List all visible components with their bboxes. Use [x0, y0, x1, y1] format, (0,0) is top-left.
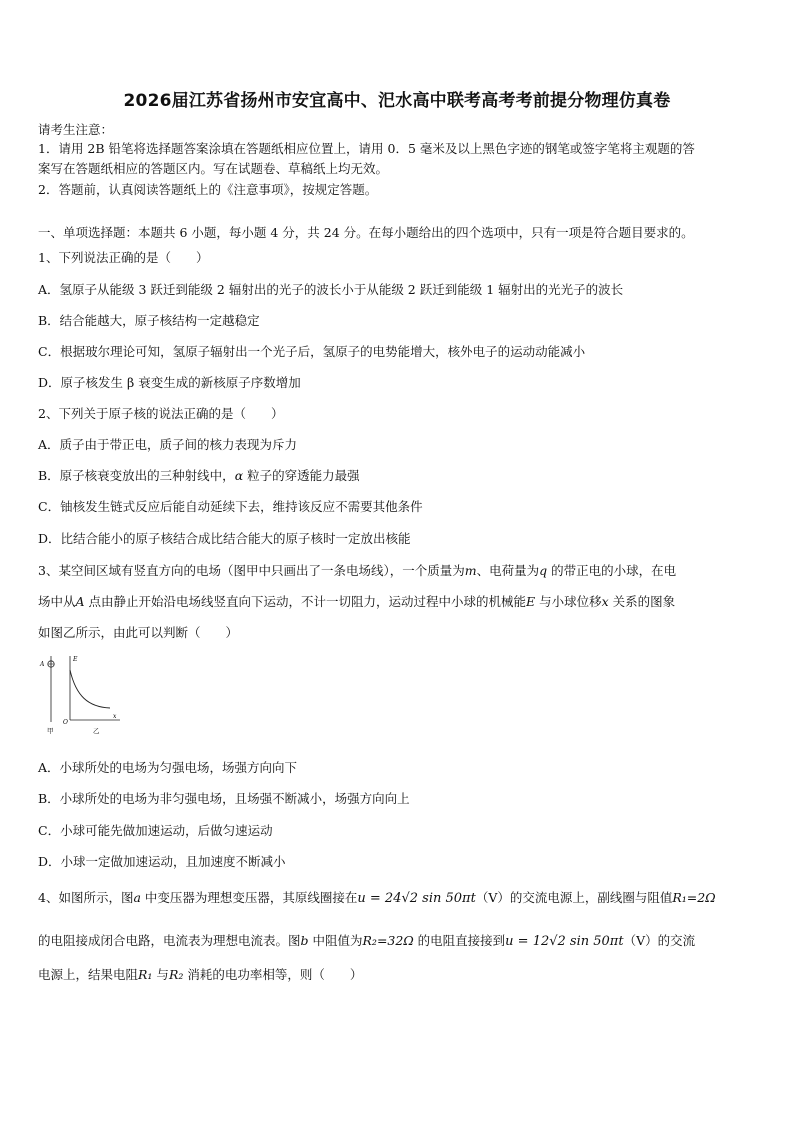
notice-item-2: 2．答题前，认真阅读答题纸上的《注意事项》，按规定答题。 — [38, 182, 378, 197]
figure-label-a: A — [40, 661, 45, 668]
voltage-formula-2: u = 12√2 sin 50πt — [505, 934, 624, 949]
q4-text: 中变压器为理想变压器，其原线圈接在 — [140, 890, 358, 905]
question-1-option-a: A．氢原子从能级 3 跃迁到能级 2 辐射出的光子的波长小于从能级 2 跃迁到能级 1 辐射出的光光子的波长 — [38, 282, 624, 297]
question-4-stem-line-3 — [38, 966, 760, 983]
question-2-option-b-text-2: 粒子的穿透能力最强 — [243, 468, 360, 483]
q4-text: 中阻值为 — [308, 933, 363, 948]
energy-symbol: E — [526, 594, 536, 609]
q4-text: 与 — [152, 967, 169, 982]
figure-a-symbol: a — [133, 890, 141, 905]
q3-text: 、电荷量为 — [476, 563, 540, 578]
charge-symbol: q — [539, 563, 548, 578]
axis-label-x: x — [113, 713, 117, 720]
question-3-option-a: A．小球所处的电场为匀强电场，场强方向向下 — [38, 760, 298, 775]
question-1-option-c: C．根据玻尔理论可知，氢原子辐射出一个光子后，氢原子的电势能增大，核外电子的运动动能减小 — [38, 344, 586, 359]
question-2-option-c: C．铀核发生链式反应后能自动延续下去，维持该反应不需要其他条件 — [38, 499, 423, 514]
question-1-option-b: B．结合能越大，原子核结构一定越稳定 — [38, 313, 260, 328]
question-2-option-a: A．质子由于带正电，质子间的核力表现为斥力 — [38, 437, 298, 452]
section-heading: 一、单项选择题：本题共 6 小题，每小题 4 分，共 24 分。在每小题给出的四个选项中，只有一项是符合题目要求的。 — [38, 225, 694, 240]
question-3-stem-line-2 — [38, 593, 760, 610]
q4-text: 电源上，结果电阻 — [38, 967, 139, 982]
point-a-symbol: A — [75, 594, 85, 609]
voltage-formula-1: u = 24√2 sin 50πt — [357, 891, 476, 906]
q4-text: 的电阻直接接到 — [413, 933, 506, 948]
resistor-r1-symbol: R₁ — [138, 967, 153, 982]
mass-symbol: m — [464, 563, 477, 578]
alpha-symbol: α — [234, 468, 244, 483]
axis-label-e: E — [73, 656, 78, 663]
figure-b-symbol: b — [300, 933, 309, 948]
q3-text: 与小球位移 — [535, 594, 602, 609]
energy-curve — [70, 670, 110, 708]
page-title: 2026届江苏省扬州市安宜高中、汜水高中联考高考考前提分物理仿真卷 — [123, 91, 671, 111]
notice-heading: 请考生注意： — [38, 122, 114, 137]
displacement-symbol: x — [601, 594, 609, 609]
figure-label-yi: 乙 — [93, 727, 100, 735]
question-3-stem-line-1 — [38, 562, 760, 579]
figure-label-jia: 甲 — [47, 727, 54, 735]
resistor-r2-symbol: R₂ — [168, 967, 184, 982]
question-3-stem-line-3: 如图乙所示，由此可以判断（ ） — [38, 625, 239, 640]
q4-text: 消耗的电功率相等，则（ ） — [183, 967, 363, 982]
question-3-option-c: C．小球可能先做加速运动，后做匀速运动 — [38, 823, 273, 838]
question-4-stem-line-1 — [38, 889, 760, 907]
question-1-option-d: D．原子核发生 β 衰变生成的新核原子序数增加 — [38, 375, 301, 390]
question-4-stem-line-2 — [38, 932, 760, 950]
origin-label: O — [63, 719, 68, 726]
q3-text: 关系的图象 — [608, 594, 676, 609]
q3-text: 场中从 — [38, 594, 76, 609]
q3-text: 的带正电的小球，在电 — [547, 563, 677, 578]
question-3-option-d: D．小球一定做加速运动，且加速度不断减小 — [38, 854, 286, 869]
question-3-figure — [38, 652, 128, 736]
notice-item-1-line-1: 1．请用 2B 铅笔将选择题答案涂填在答题纸相应位置上，请用 0．5 毫米及以上黑色字迹的钢笔或签字笔将主观题的答 — [38, 141, 695, 156]
notice-item-1-line-2: 案写在答题纸相应的答题区内。写在试题卷、草稿纸上均无效。 — [38, 161, 389, 176]
q4-text: （V）的交流电源上，副线圈与阻值 — [475, 890, 673, 905]
q4-text: 的电阻接成闭合电路，电流表为理想电流表。图 — [38, 933, 301, 948]
question-1-stem: 1、下列说法正确的是（ ） — [38, 250, 209, 265]
question-2-option-d: D．比结合能小的原子核结合成比结合能大的原子核时一定放出核能 — [38, 531, 411, 546]
q4-text: （V）的交流 — [623, 933, 696, 948]
resistor-r2-value: R₂=32Ω — [362, 933, 414, 948]
resistor-r1-value: R₁=2Ω — [672, 890, 716, 905]
question-2-option-b-text-1: B．原子核衰变放出的三种射线中， — [38, 468, 235, 483]
q3-text: 3、某空间区域有竖直方向的电场（图甲中只画出了一条电场线），一个质量为 — [38, 563, 465, 578]
q3-text: 点由静止开始沿电场线竖直向下运动，不计一切阻力，运动过程中小球的机械能 — [84, 594, 527, 609]
question-3-option-b: B．小球所处的电场为非匀强电场，且场强不断减小，场强方向向上 — [38, 791, 410, 806]
q4-text: 4、如图所示，图 — [38, 890, 134, 905]
question-2-option-b — [38, 467, 760, 484]
question-2-stem: 2、下列关于原子核的说法正确的是（ ） — [38, 406, 284, 421]
